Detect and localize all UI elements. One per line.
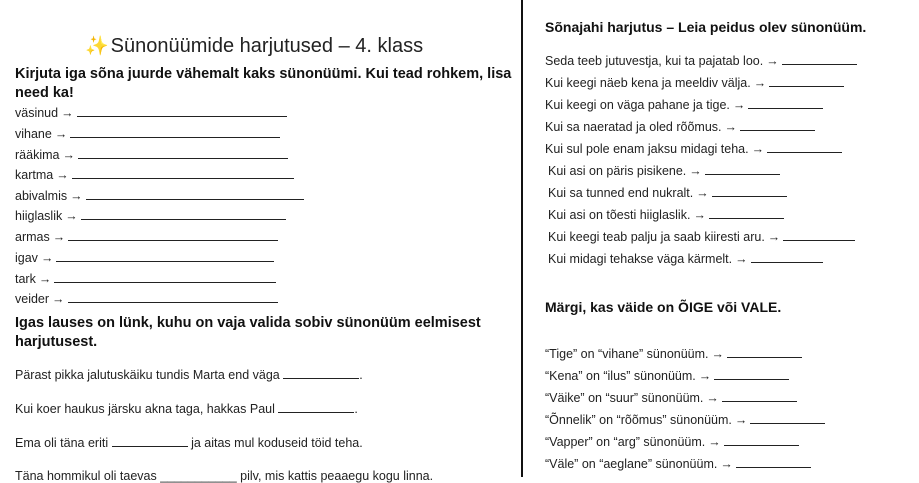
answer-blank[interactable] [727, 347, 802, 358]
worksheet-title [85, 34, 445, 58]
arrow-icon: → [62, 148, 75, 162]
answer-blank[interactable] [709, 208, 784, 219]
answer-blank[interactable] [77, 106, 287, 117]
sentence-text: . [359, 368, 363, 382]
word-label: abivalmis [15, 189, 68, 203]
statement-text: “Vapper” on “arg” sünonüüm. [545, 435, 706, 449]
wordhunt-heading: Sõnajahi harjutus – Leia peidus olev sünonüüm. [545, 19, 867, 35]
arrow-icon: → [732, 98, 746, 112]
list-item [545, 76, 844, 90]
clue-text: Kui midagi tehakse väga kärmelt. [548, 252, 733, 266]
clue-text: Kui keegi on väga pahane ja tige. [545, 98, 730, 112]
arrow-icon: → [698, 369, 712, 383]
list-item [548, 208, 784, 222]
answer-blank[interactable] [782, 54, 857, 65]
list-item [545, 457, 811, 471]
word-label: väsinud [15, 106, 59, 120]
arrow-icon: → [720, 457, 733, 471]
arrow-icon: → [61, 106, 74, 120]
list-item [545, 54, 857, 68]
clue-text: Kui sa tunned end nukralt. [548, 186, 694, 200]
sentence-row-cutoff [15, 469, 433, 483]
sentence-text: Kui koer haukus järsku akna taga, hakkas Paul [15, 402, 275, 416]
word-label: vihane [15, 127, 52, 141]
section1-heading: Kirjuta iga sõna juurde vähemalt kaks sünonüümi. Kui tead rohkem, lisa need ka! [15, 66, 512, 101]
page-divider [521, 0, 523, 477]
answer-blank[interactable] [748, 98, 823, 109]
arrow-icon: → [753, 76, 767, 90]
answer-blank[interactable] [283, 368, 359, 379]
answer-blank[interactable] [70, 127, 280, 138]
answer-blank[interactable] [783, 230, 855, 241]
section2-heading: Igas lauses on lünk, kuhu on vaja valida sobiv sünonüüm eelmisest harjutusest. [15, 315, 481, 350]
word-label: veider [15, 292, 50, 306]
arrow-icon: → [70, 189, 83, 203]
answer-blank[interactable] [68, 230, 278, 241]
answer-blank[interactable] [736, 457, 811, 468]
sentence-row [15, 436, 363, 450]
truefalse-heading: Märgi, kas väide on ÕIGE või VALE. [545, 299, 782, 315]
answer-blank[interactable] [705, 164, 780, 175]
sentence-text: Ema oli täna eriti [15, 436, 109, 450]
list-item [15, 127, 280, 141]
arrow-icon: → [767, 230, 781, 244]
arrow-icon: → [751, 142, 765, 156]
clue-text: Seda teeb jutuvestja, kui ta pajatab loo. [545, 54, 764, 68]
statement-text: “Õnnelik” on “rõõmus” sünonüüm. [545, 413, 732, 427]
list-item [15, 189, 304, 203]
list-item [545, 98, 823, 112]
list-item [15, 209, 286, 223]
list-item [545, 413, 825, 427]
statement-text: “Väle” on “aeglane” sünonüüm. [545, 457, 718, 471]
arrow-icon: → [40, 251, 54, 265]
list-item [548, 252, 823, 266]
arrow-icon: → [708, 435, 721, 449]
answer-blank[interactable] [712, 186, 787, 197]
answer-blank[interactable] [81, 209, 286, 220]
word-label: igav [15, 251, 38, 265]
arrow-icon: → [711, 347, 725, 361]
sentence-row [15, 368, 363, 382]
clue-text: Kui keegi teab palju ja saab kiiresti aru. [548, 230, 765, 244]
answer-blank[interactable] [68, 292, 278, 303]
answer-blank[interactable] [278, 402, 354, 413]
answer-blank[interactable] [750, 413, 825, 424]
list-item [15, 168, 294, 182]
answer-blank[interactable] [714, 369, 789, 380]
clue-text: Kui keegi näeb kena ja meeldiv välja. [545, 76, 751, 90]
sentence-text: Täna hommikul oli taevas ___________ pilv, mis kattis peaaegu kogu linna. [15, 469, 434, 483]
arrow-icon: → [52, 292, 65, 306]
answer-blank[interactable] [724, 435, 799, 446]
word-label: rääkima [15, 148, 60, 162]
list-item [15, 272, 276, 286]
arrow-icon: → [734, 413, 748, 427]
sparkle-icon: ✨ [85, 36, 109, 57]
arrow-icon: → [65, 209, 78, 223]
arrow-icon: → [735, 252, 748, 266]
word-label: hiiglaslik [15, 209, 63, 223]
sentence-text: ja aitas mul koduseid töid teha. [191, 436, 363, 450]
word-label: armas [15, 230, 50, 244]
arrow-icon: → [38, 272, 52, 286]
answer-blank[interactable] [56, 251, 274, 262]
statement-text: “Väike” on “suur” sünonüüm. [545, 391, 704, 405]
title-text: Sünonüümide harjutused – 4. klass [110, 35, 424, 57]
clue-text: Kui sul pole enam jaksu midagi teha. [545, 142, 749, 156]
sentence-row [15, 402, 358, 416]
arrow-icon: → [56, 168, 69, 182]
clue-text: Kui asi on päris pisikene. [548, 164, 687, 178]
clue-text: Kui sa naeratad ja oled rõõmus. [545, 120, 722, 134]
arrow-icon: → [706, 391, 719, 405]
answer-blank[interactable] [740, 120, 815, 131]
answer-blank[interactable] [722, 391, 797, 402]
answer-blank[interactable] [112, 436, 188, 447]
list-item [545, 142, 842, 156]
arrow-icon: → [693, 208, 706, 222]
arrow-icon: → [724, 120, 737, 134]
answer-blank[interactable] [769, 76, 844, 87]
answer-blank[interactable] [72, 168, 294, 179]
clue-text: Kui asi on tõesti hiiglaslik. [548, 208, 691, 222]
list-item [15, 251, 274, 265]
answer-blank[interactable] [751, 252, 823, 263]
answer-blank[interactable] [767, 142, 842, 153]
sentence-text: Pärast pikka jalutuskäiku tundis Marta end väga [15, 368, 280, 382]
list-item [545, 347, 802, 361]
list-item [15, 148, 288, 162]
arrow-icon: → [52, 230, 66, 244]
sentence-text: . [354, 402, 358, 416]
arrow-icon: → [696, 186, 709, 200]
arrow-icon: → [766, 54, 779, 68]
list-item [545, 435, 799, 449]
list-item [545, 120, 815, 134]
list-item [545, 369, 789, 383]
list-item [15, 292, 278, 306]
answer-blank[interactable] [78, 148, 288, 159]
list-item [545, 391, 797, 405]
answer-blank[interactable] [86, 189, 304, 200]
list-item [15, 106, 287, 120]
arrow-icon: → [689, 164, 702, 178]
answer-blank[interactable] [54, 272, 276, 283]
word-label: kartma [15, 168, 54, 182]
word-label: tark [15, 272, 36, 286]
list-item [15, 230, 278, 244]
statement-text: “Kena” on “ilus” sünonüüm. [545, 369, 696, 383]
list-item [548, 186, 787, 200]
statement-text: “Tige” on “vihane” sünonüüm. [545, 347, 709, 361]
arrow-icon: → [54, 127, 68, 141]
list-item [548, 164, 780, 178]
list-item [548, 230, 855, 244]
